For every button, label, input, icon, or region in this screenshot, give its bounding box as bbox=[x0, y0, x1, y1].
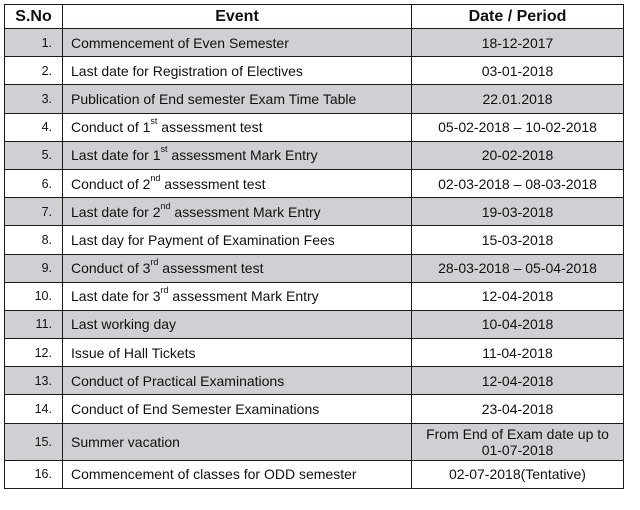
academic-calendar bbox=[4, 4, 623, 489]
row-date: 02-03-2018 – 08-03-2018 bbox=[412, 169, 624, 197]
row-date: 10-04-2018 bbox=[412, 310, 624, 338]
event-text: assessment Mark Entry bbox=[170, 203, 321, 220]
table-row bbox=[5, 169, 624, 197]
table-row bbox=[5, 460, 624, 488]
ordinal-suffix: rd bbox=[150, 257, 159, 268]
ordinal-number: 3 bbox=[152, 288, 161, 305]
row-event: Commencement of classes for ODD semester bbox=[63, 460, 412, 488]
ordinal-suffix: st bbox=[160, 144, 168, 155]
ordinal-number: 1 bbox=[142, 119, 151, 136]
row-sno: 11. bbox=[5, 310, 63, 338]
row-event: Commencement of Even Semester bbox=[63, 29, 412, 57]
table-row bbox=[5, 310, 624, 338]
row-event bbox=[63, 113, 412, 141]
row-event bbox=[63, 254, 412, 282]
event-text: Conduct of bbox=[71, 119, 143, 136]
table-row bbox=[5, 113, 624, 141]
row-sno: 15. bbox=[5, 423, 63, 460]
row-sno: 13. bbox=[5, 367, 63, 395]
header-row bbox=[5, 5, 624, 29]
row-date: 03-01-2018 bbox=[412, 57, 624, 85]
row-event: Summer vacation bbox=[63, 423, 412, 460]
row-event bbox=[63, 282, 412, 310]
table-row bbox=[5, 57, 624, 85]
row-event: Last working day bbox=[63, 310, 412, 338]
event-text: Last date for bbox=[71, 147, 153, 164]
calendar-table bbox=[4, 4, 624, 489]
row-sno: 7. bbox=[5, 198, 63, 226]
table-body bbox=[5, 29, 624, 489]
ordinal-suffix: nd bbox=[160, 200, 171, 211]
table-row bbox=[5, 198, 624, 226]
event-text: Last date for bbox=[71, 203, 153, 220]
row-date: 05-02-2018 – 10-02-2018 bbox=[412, 113, 624, 141]
ordinal-suffix: st bbox=[150, 116, 158, 127]
row-event: Last date for Registration of Electives bbox=[63, 57, 412, 85]
row-sno: 9. bbox=[5, 254, 63, 282]
ordinal-number: 3 bbox=[142, 260, 151, 277]
table-row bbox=[5, 395, 624, 423]
event-text: Conduct of bbox=[71, 175, 143, 192]
header-event: Event bbox=[63, 5, 412, 29]
event-text: assessment test bbox=[158, 260, 264, 277]
header-sno: S.No bbox=[5, 5, 63, 29]
event-text: assessment test bbox=[160, 175, 266, 192]
row-date: 19-03-2018 bbox=[412, 198, 624, 226]
row-date: 15-03-2018 bbox=[412, 226, 624, 254]
row-sno: 16. bbox=[5, 460, 63, 488]
row-event: Publication of End semester Exam Time Table bbox=[63, 85, 412, 113]
row-date: 20-02-2018 bbox=[412, 141, 624, 169]
header-date: Date / Period bbox=[412, 5, 624, 29]
row-sno: 6. bbox=[5, 169, 63, 197]
row-sno: 3. bbox=[5, 85, 63, 113]
ordinal-suffix: nd bbox=[150, 172, 161, 183]
row-date: 28-03-2018 – 05-04-2018 bbox=[412, 254, 624, 282]
event-text: assessment Mark Entry bbox=[167, 147, 318, 164]
event-text: assessment test bbox=[157, 119, 263, 136]
table-row bbox=[5, 226, 624, 254]
row-event bbox=[63, 169, 412, 197]
table-row bbox=[5, 423, 624, 460]
table-row bbox=[5, 254, 624, 282]
row-date: 02-07-2018(Tentative) bbox=[412, 460, 624, 488]
row-date: 23-04-2018 bbox=[412, 395, 624, 423]
row-event bbox=[63, 198, 412, 226]
row-event bbox=[63, 141, 412, 169]
ordinal-number: 2 bbox=[142, 175, 151, 192]
table-row bbox=[5, 85, 624, 113]
row-date: 12-04-2018 bbox=[412, 282, 624, 310]
row-date: 18-12-2017 bbox=[412, 29, 624, 57]
ordinal-number: 1 bbox=[152, 147, 161, 164]
row-date: 12-04-2018 bbox=[412, 367, 624, 395]
table-header bbox=[5, 5, 624, 29]
row-sno: 2. bbox=[5, 57, 63, 85]
row-event: Last day for Payment of Examination Fees bbox=[63, 226, 412, 254]
row-event: Issue of Hall Tickets bbox=[63, 339, 412, 367]
table-row bbox=[5, 367, 624, 395]
table-row bbox=[5, 339, 624, 367]
event-text: Conduct of bbox=[71, 260, 143, 277]
row-date: From End of Exam date up to 01-07-2018 bbox=[412, 423, 624, 460]
row-sno: 4. bbox=[5, 113, 63, 141]
row-sno: 14. bbox=[5, 395, 63, 423]
ordinal-suffix: rd bbox=[160, 285, 169, 296]
row-sno: 8. bbox=[5, 226, 63, 254]
row-event: Conduct of Practical Examinations bbox=[63, 367, 412, 395]
row-sno: 12. bbox=[5, 339, 63, 367]
table-row bbox=[5, 29, 624, 57]
table-row bbox=[5, 141, 624, 169]
row-sno: 1. bbox=[5, 29, 63, 57]
ordinal-number: 2 bbox=[152, 203, 161, 220]
row-sno: 10. bbox=[5, 282, 63, 310]
event-text: assessment Mark Entry bbox=[168, 288, 319, 305]
row-event: Conduct of End Semester Examinations bbox=[63, 395, 412, 423]
table-row bbox=[5, 282, 624, 310]
event-text: Last date for bbox=[71, 288, 153, 305]
row-date: 22.01.2018 bbox=[412, 85, 624, 113]
row-sno: 5. bbox=[5, 141, 63, 169]
row-date: 11-04-2018 bbox=[412, 339, 624, 367]
